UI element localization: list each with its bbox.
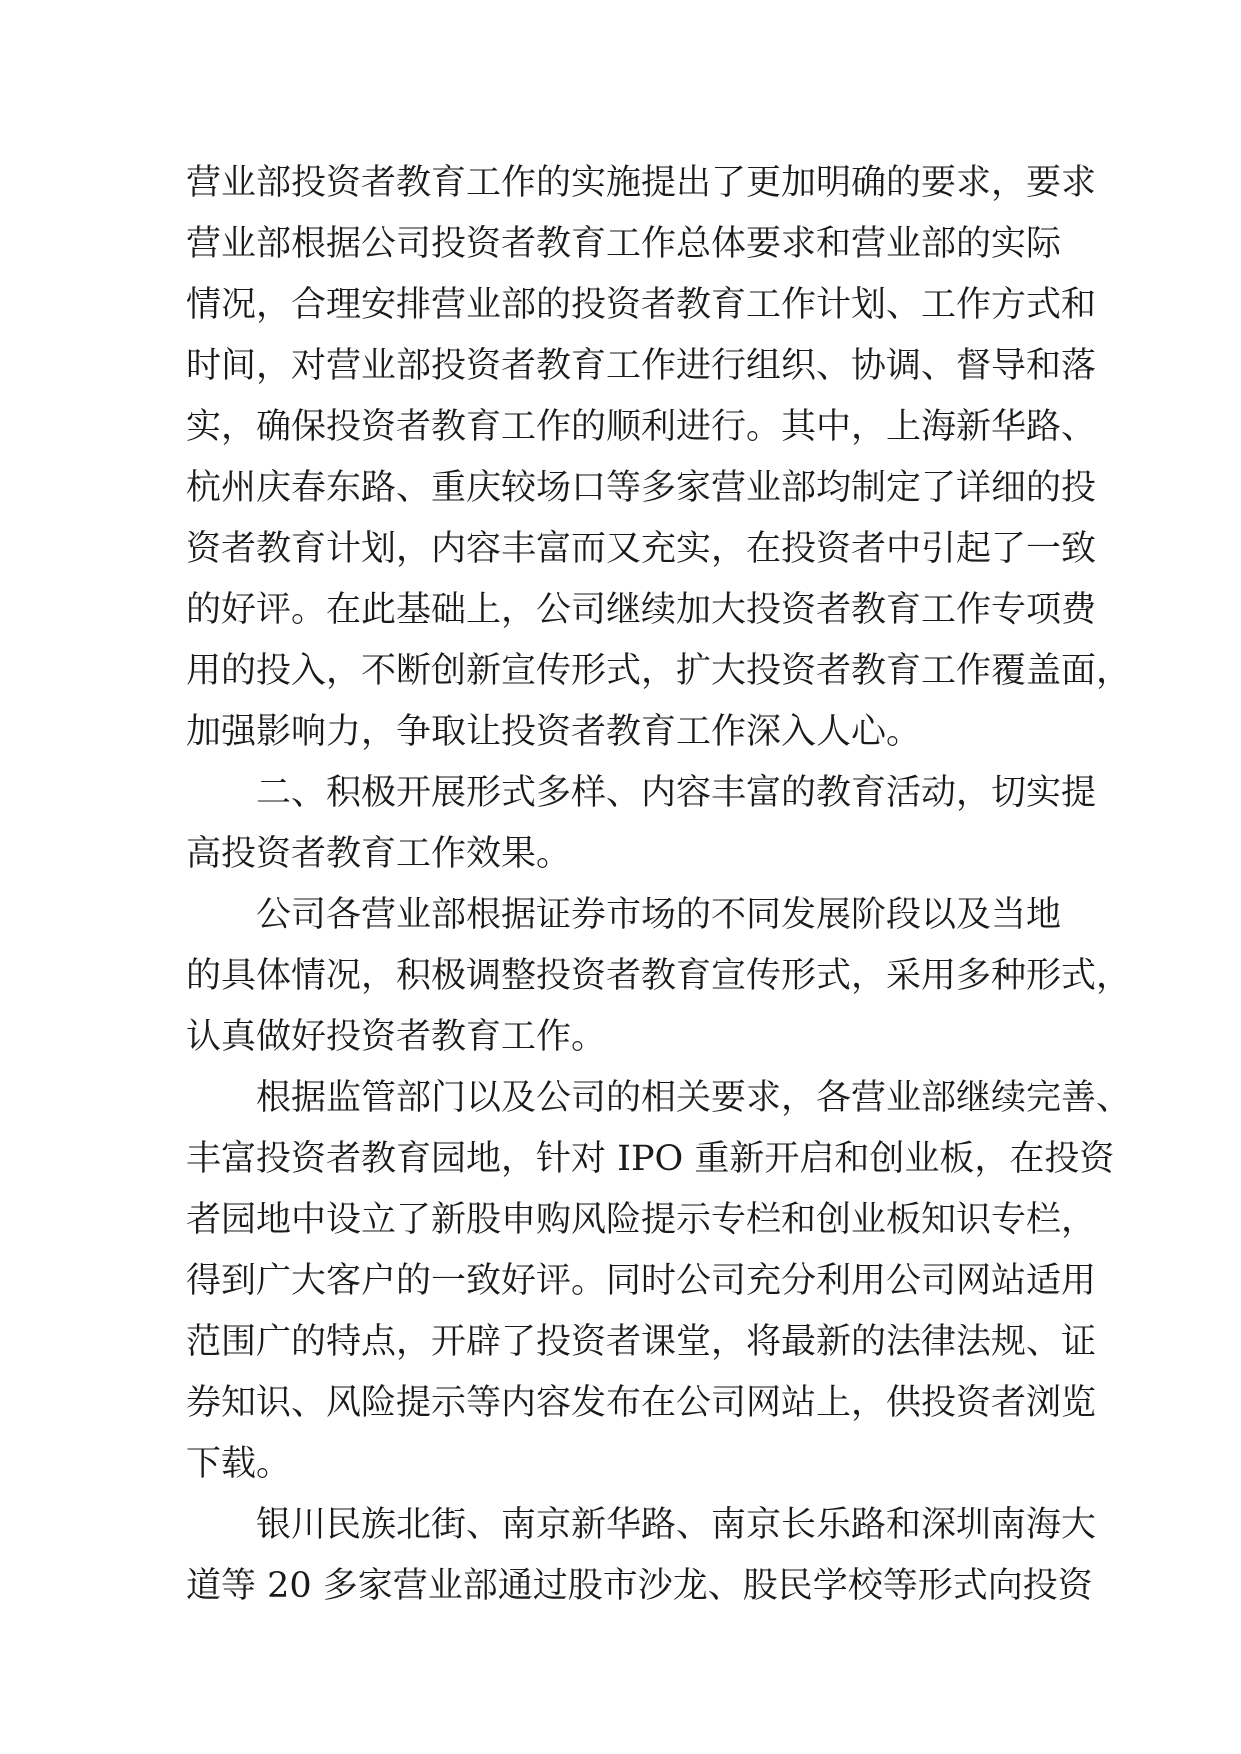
section-heading-line: 二、积极开展形式多样、内容丰富的教育活动，切实提 xyxy=(256,773,1097,813)
text-line: 用的投入，不断创新宣传形式，扩大投资者教育工作覆盖面， xyxy=(186,651,1132,691)
text-line: 者园地中设立了新股申购风险提示专栏和创业板知识专栏， xyxy=(186,1200,1097,1240)
text-line: 加强影响力，争取让投资者教育工作深入人心。 xyxy=(186,712,922,752)
text-line: 得到广大客户的一致好评。同时公司充分利用公司网站适用 xyxy=(186,1261,1097,1301)
text-line: 公司各营业部根据证券市场的不同发展阶段以及当地 xyxy=(256,895,1062,935)
text-line: 根据监管部门以及公司的相关要求，各营业部继续完善、 xyxy=(256,1078,1132,1118)
text-line: 认真做好投资者教育工作。 xyxy=(186,1017,607,1057)
text-line: 丰富投资者教育园地，针对 IPO 重新开启和创业板，在投资 xyxy=(186,1139,1115,1179)
text-line: 杭州庆春东路、重庆较场口等多家营业部均制定了详细的投 xyxy=(186,468,1097,508)
text-line: 资者教育计划，内容丰富而又充实，在投资者中引起了一致 xyxy=(186,529,1097,569)
text-line: 银川民族北街、南京新华路、南京长乐路和深圳南海大 xyxy=(256,1505,1097,1545)
text-line: 券知识、风险提示等内容发布在公司网站上，供投资者浏览 xyxy=(186,1383,1097,1423)
text-line: 道等 20 多家营业部通过股市沙龙、股民学校等形式向投资 xyxy=(186,1566,1093,1606)
text-line: 时间，对营业部投资者教育工作进行组织、协调、督导和落 xyxy=(186,346,1097,386)
text-line: 营业部投资者教育工作的实施提出了更加明确的要求，要求 xyxy=(186,163,1097,203)
text-line: 实，确保投资者教育工作的顺利进行。其中，上海新华路、 xyxy=(186,407,1097,447)
text-line: 的具体情况，积极调整投资者教育宣传形式，采用多种形式， xyxy=(186,956,1132,996)
text-line: 的好评。在此基础上，公司继续加大投资者教育工作专项费 xyxy=(186,590,1097,630)
text-line: 范围广的特点，开辟了投资者课堂，将最新的法律法规、证 xyxy=(186,1322,1097,1362)
text-line: 下载。 xyxy=(186,1444,292,1484)
text-line: 营业部根据公司投资者教育工作总体要求和营业部的实际 xyxy=(186,224,1062,264)
text-line: 情况，合理安排营业部的投资者教育工作计划、工作方式和 xyxy=(186,285,1097,325)
section-heading-line: 高投资者教育工作效果。 xyxy=(186,834,572,874)
